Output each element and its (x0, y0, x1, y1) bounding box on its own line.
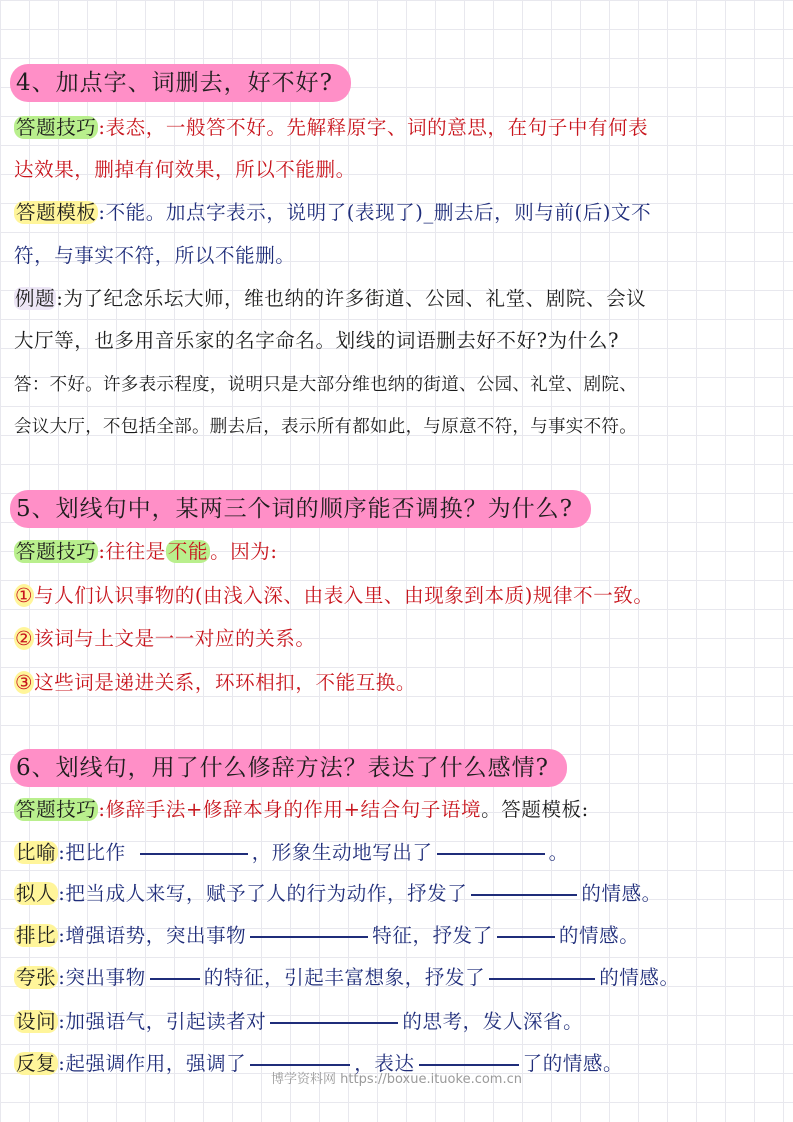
row-label: 拟人 (16, 882, 57, 905)
section-4-example-line-2: 大厅等，也多用音乐家的名字命名。划线的词语删去好不好?为什么? (14, 329, 620, 352)
watermark: 博学资料网 https://boxue.ituoke.com.cn (271, 1072, 522, 1087)
section-5-tip-line (14, 538, 779, 566)
section-4-heading: 4、加点字、词删去，好不好? (10, 64, 351, 102)
section-4-answer-line-2: 会议大厅，不包括全部。删去后，表示所有都如此，与原意不符，与事实不符。 (14, 417, 637, 437)
section-4-tip-line-2: 达效果，删掉有何效果，所以不能删。 (14, 158, 356, 181)
item-number-3: ③ (15, 671, 34, 694)
section-4-tip-line-1 (14, 114, 779, 142)
fill-blank (437, 852, 545, 855)
tip-tail: 。答题模板: (481, 798, 589, 821)
answer-label: 答 (14, 375, 32, 395)
row-text-b: 的思考，发人深省。 (402, 1010, 584, 1033)
row-text-a: :加强语气，引起读者对 (58, 1010, 267, 1033)
fill-blank (497, 935, 555, 938)
row-label: 夸张 (16, 966, 57, 989)
section-6 (0, 749, 793, 787)
row-text-b: 的特征，引起丰富想象，抒发了 (203, 966, 486, 989)
model-text: :不能。加点字表示，说明了(表现了)_删去后，则与前(后)文不 (98, 201, 652, 224)
rhetoric-row-personification (14, 880, 779, 908)
row-text-c: 的情感。 (599, 966, 680, 989)
row-text-a: :增强语势，突出事物 (58, 924, 247, 947)
row-text-b: 特征，抒发了 (372, 924, 493, 947)
rhetoric-row-hyperbole (14, 964, 779, 992)
section-5-heading: 5、划线句中，某两三个词的顺序能否调换？为什么? (10, 490, 591, 528)
item-text-2: 该词与上文是一一对应的关系。 (34, 627, 316, 650)
rhetoric-row-rhetorical-question (14, 1008, 779, 1036)
item-text-3: 这些词是递进关系，环环相扣，不能互换。 (34, 671, 416, 694)
item-number-1: ① (15, 584, 34, 607)
example-text: :为了纪念乐坛大师，维也纳的许多街道、公园、礼堂、剧院、会议 (56, 287, 647, 310)
fill-blank (150, 977, 200, 980)
section-4-model-line-1 (14, 199, 779, 227)
row-label: 设问 (16, 1010, 57, 1033)
section-4 (0, 64, 793, 102)
row-text-b: ，表达 (354, 1052, 415, 1075)
row-text-c: 了的情感。 (522, 1052, 624, 1075)
section-4-example-line-1 (14, 285, 779, 313)
tip-text-a: :往往是 (98, 540, 166, 563)
row-text-b: 的情感。 (581, 882, 662, 905)
tip-text-c: 。因为: (210, 540, 278, 563)
tip-label: 答题技巧 (16, 116, 97, 139)
fill-blank (471, 893, 577, 896)
tip-text-highlight: 不能 (167, 540, 209, 563)
section-4-answer-line-1 (14, 371, 779, 399)
section-5 (0, 490, 793, 528)
row-text-a: :把当成人来写，赋予了人的行为动作，抒发了 (58, 882, 468, 905)
section-6-tip-line (14, 796, 779, 824)
row-text-a: :突出事物 (58, 966, 146, 989)
fill-blank (489, 977, 595, 980)
row-text-a: :把比作 (58, 841, 126, 864)
section-5-item-3 (14, 669, 779, 697)
row-text-a: :起强调作用，强调了 (58, 1052, 247, 1075)
tip-label: 答题技巧 (16, 798, 97, 821)
rhetoric-row-metaphor (14, 839, 779, 867)
section-6-heading: 6、划线句，用了什么修辞方法？表达了什么感情? (10, 749, 567, 787)
fill-blank (419, 1063, 519, 1066)
fill-blank (140, 852, 248, 855)
fill-blank (250, 1063, 350, 1066)
tip-text: :表态，一般答不好。先解释原字、词的意思，在句子中有何表 (98, 116, 649, 139)
row-label: 排比 (16, 924, 57, 947)
tip-text: :修辞手法+修辞本身的作用+结合句子语境 (98, 798, 482, 821)
section-5-item-2 (14, 625, 779, 653)
answer-text: ：不好。许多表示程度，说明只是大部分维也纳的街道、公园、礼堂、剧院、 (31, 375, 638, 395)
tip-label: 答题技巧 (16, 540, 97, 563)
row-text-c: 的情感。 (558, 924, 640, 947)
rhetoric-row-parallelism (14, 922, 779, 950)
item-text-1: 与人们认识事物的(由浅入深、由表入里、由现象到本质)规律不一致。 (34, 584, 654, 607)
row-label: 比喻 (16, 841, 57, 864)
section-4-model-line-2: 符，与事实不符，所以不能删。 (14, 244, 296, 267)
row-text-b: ，形象生动地写出了 (251, 841, 433, 864)
fill-blank (270, 1021, 398, 1024)
model-label: 答题模板 (16, 201, 97, 224)
example-label: 例题 (15, 287, 56, 310)
row-label: 反复 (16, 1052, 57, 1075)
section-5-item-1 (14, 582, 779, 610)
item-number-2: ② (15, 627, 34, 650)
row-text-c: 。 (548, 841, 569, 864)
fill-blank (250, 935, 368, 938)
